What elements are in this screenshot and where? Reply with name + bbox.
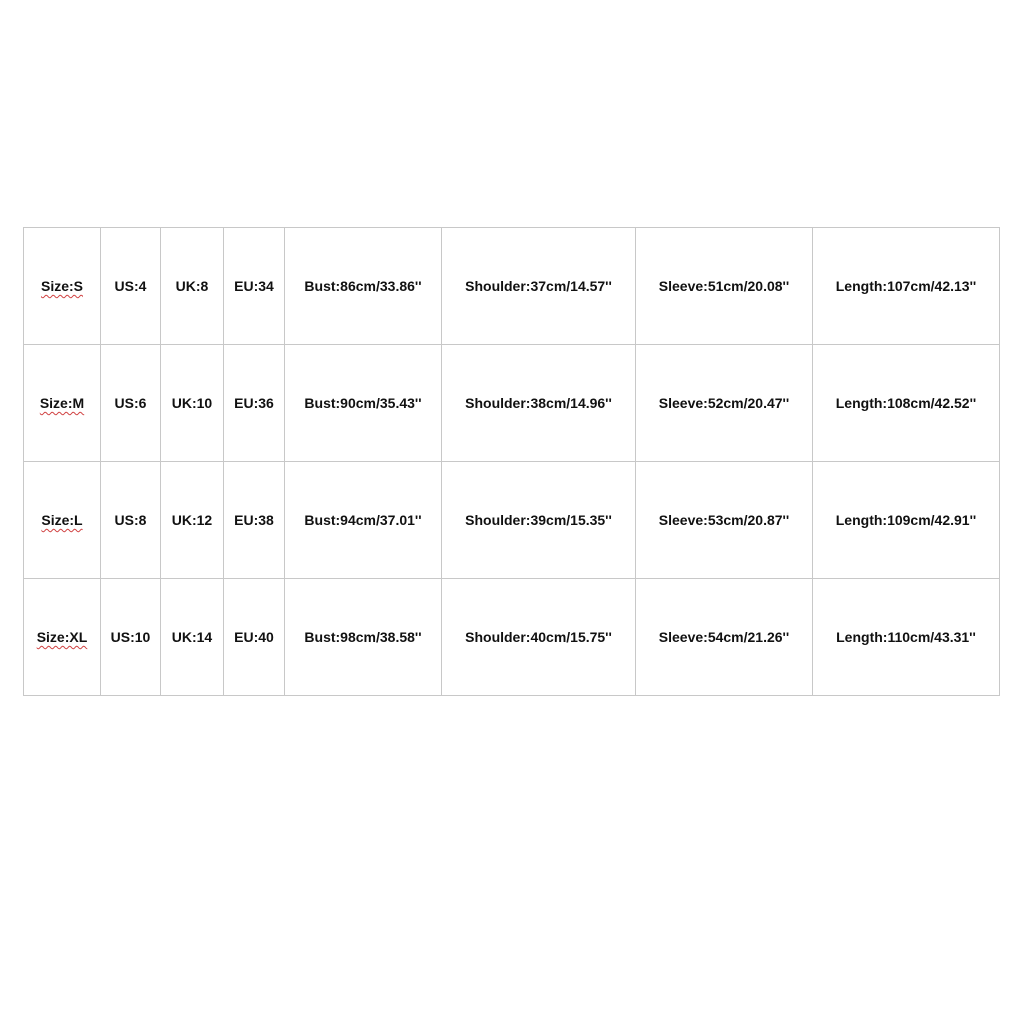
- us-size-cell: US:4: [101, 228, 161, 345]
- size-row-m: [24, 345, 1000, 462]
- eu-size-cell: EU:34: [224, 228, 285, 345]
- shoulder-cell: Shoulder:39cm/15.35'': [442, 462, 636, 579]
- size-cell: [24, 345, 101, 462]
- size-label: Size:S: [40, 278, 83, 294]
- size-row-xl: [24, 579, 1000, 696]
- size-label: Size:XL: [36, 629, 88, 645]
- us-size-cell: US:8: [101, 462, 161, 579]
- uk-size-cell: UK:14: [161, 579, 224, 696]
- size-label: Size:L: [41, 512, 83, 528]
- size-chart-table: [23, 227, 1000, 696]
- sleeve-cell: Sleeve:54cm/21.26'': [636, 579, 813, 696]
- uk-size-cell: UK:8: [161, 228, 224, 345]
- size-row-s: [24, 228, 1000, 345]
- size-cell: [24, 228, 101, 345]
- size-cell: [24, 579, 101, 696]
- bust-cell: Bust:90cm/35.43'': [285, 345, 442, 462]
- shoulder-cell: Shoulder:37cm/14.57'': [442, 228, 636, 345]
- bust-cell: Bust:98cm/38.58'': [285, 579, 442, 696]
- us-size-cell: US:10: [101, 579, 161, 696]
- eu-size-cell: EU:38: [224, 462, 285, 579]
- us-size-cell: US:6: [101, 345, 161, 462]
- size-cell: [24, 462, 101, 579]
- length-cell: Length:110cm/43.31'': [813, 579, 1000, 696]
- sleeve-cell: Sleeve:51cm/20.08'': [636, 228, 813, 345]
- shoulder-cell: Shoulder:38cm/14.96'': [442, 345, 636, 462]
- eu-size-cell: EU:36: [224, 345, 285, 462]
- sleeve-cell: Sleeve:53cm/20.87'': [636, 462, 813, 579]
- eu-size-cell: EU:40: [224, 579, 285, 696]
- size-label: Size:M: [39, 395, 85, 411]
- length-cell: Length:109cm/42.91'': [813, 462, 1000, 579]
- bust-cell: Bust:86cm/33.86'': [285, 228, 442, 345]
- sleeve-cell: Sleeve:52cm/20.47'': [636, 345, 813, 462]
- length-cell: Length:108cm/42.52'': [813, 345, 1000, 462]
- length-cell: Length:107cm/42.13'': [813, 228, 1000, 345]
- size-row-l: [24, 462, 1000, 579]
- uk-size-cell: UK:10: [161, 345, 224, 462]
- uk-size-cell: UK:12: [161, 462, 224, 579]
- shoulder-cell: Shoulder:40cm/15.75'': [442, 579, 636, 696]
- bust-cell: Bust:94cm/37.01'': [285, 462, 442, 579]
